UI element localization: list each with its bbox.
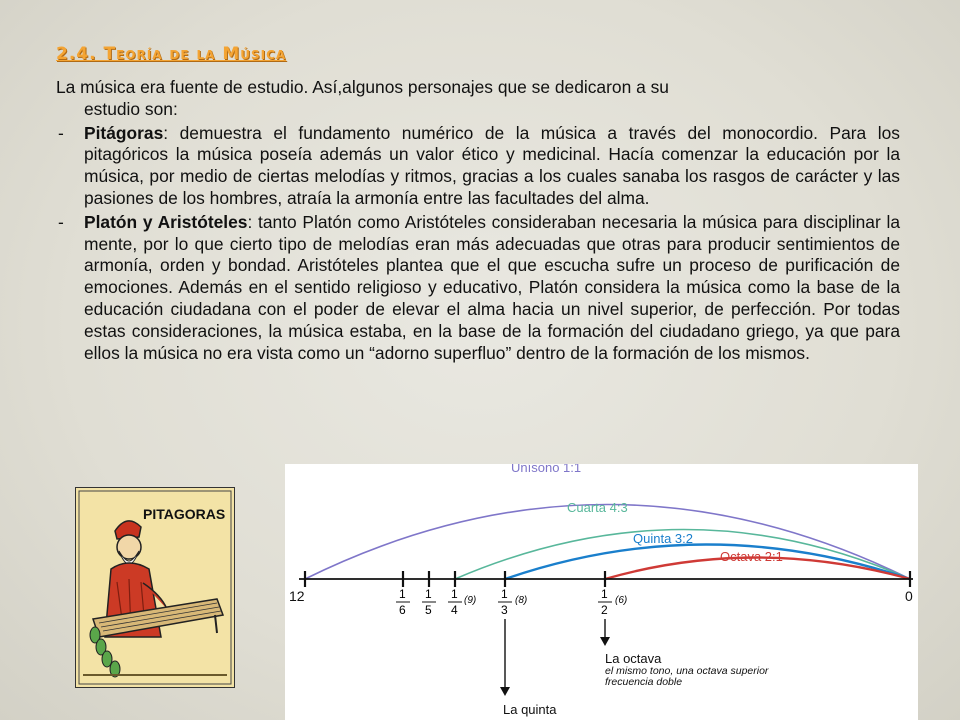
- svg-text:(9): (9): [464, 595, 477, 606]
- fraction-1-5: [422, 587, 436, 617]
- interval-diagram: [285, 464, 918, 720]
- svg-text:2: 2: [601, 603, 608, 617]
- svg-text:1: 1: [601, 587, 608, 601]
- arc-label-fourth: Cuarta 4:3: [567, 500, 628, 515]
- fraction-1-3: [498, 587, 527, 617]
- svg-text:5: 5: [425, 603, 432, 617]
- fraction-1-4: [448, 587, 476, 617]
- fifth-title: La quinta: [503, 702, 557, 717]
- fraction-1-6: [396, 587, 410, 617]
- fifth-arrow-head: [500, 687, 510, 696]
- octave-desc-1: el mismo tono, una octava superior: [605, 665, 769, 677]
- bullet-text: : tanto Platón como Aristóteles consideraban necesaria la música para disciplinar la mente, por lo que cierto tipo de melodías eran más adecuadas que otras para producir sentimientos de armonía, orden y bondad. Aristóteles plantea que el que escucha sufre un proceso de purificación de emociones. Además en el sentido religioso y educativo, Platón considera la música como la base de la educación ciudadana con el poder de elevar el alma hacia un nivel superior, de perfección. Por todas estas consideraciones, la música estaba, en la base de la formación del ciudadano griego, ya que para ellos la música no era vista como un “adorno superfluo” dentro de la formación de los mismos.: [84, 211, 900, 363]
- end-label-right: 0: [905, 588, 913, 604]
- svg-text:4: 4: [451, 603, 458, 617]
- svg-text:1: 1: [425, 587, 432, 601]
- bullet-platon-aristoteles: [56, 212, 900, 365]
- arc-label-unison: Unísono 1:1: [511, 464, 582, 475]
- section-title: 2.4. Teoría de la Música: [56, 44, 287, 64]
- intro-paragraph: [56, 77, 900, 121]
- octave-title: La octava: [605, 651, 662, 666]
- bullet-text: : demuestra el fundamento numérico de la música a través del monocordio. Para los pitagóricos la música poseía además un valor ético y medicinal. Hacía comenzar la educación por la música, por medio de ciertas melodías y ritmos, gracias a los cuales sanaba los rasgos de carácter y las pasiones de los hombres, atraía la armonía entre las facultades del alma.: [84, 122, 900, 208]
- svg-text:(8): (8): [515, 595, 528, 606]
- arc-unison: [305, 505, 910, 580]
- bullet-dash: -: [58, 122, 64, 143]
- fraction-1-2: [598, 587, 627, 617]
- bullet-dash: -: [58, 211, 64, 232]
- body-text: [56, 77, 900, 366]
- octave-desc-2: frecuencia doble: [605, 676, 683, 688]
- arc-fifth: [505, 545, 910, 580]
- pitagoras-caption: PITAGORAS: [143, 506, 226, 522]
- bullet-name: Pitágoras: [84, 122, 164, 143]
- svg-text:3: 3: [501, 603, 508, 617]
- bullet-name: Platón y Aristóteles: [84, 211, 248, 232]
- svg-text:1: 1: [501, 587, 508, 601]
- intro-line-1: La música era fuente de estudio. Así,algunos personajes que se dedicaron a su: [56, 77, 669, 97]
- end-label-left: 12: [289, 588, 305, 604]
- octave-arrow-head: [600, 637, 610, 646]
- arc-label-octave: Octava 2:1: [720, 549, 783, 564]
- svg-text:1: 1: [451, 587, 458, 601]
- bullet-pitagoras: [56, 123, 900, 210]
- intro-line-2: estudio son:: [84, 98, 178, 119]
- svg-text:6: 6: [399, 603, 406, 617]
- svg-text:(6): (6): [615, 595, 628, 606]
- arc-label-fifth: Quinta 3:2: [633, 531, 693, 546]
- pitagoras-illustration: [75, 487, 235, 688]
- svg-text:1: 1: [399, 587, 406, 601]
